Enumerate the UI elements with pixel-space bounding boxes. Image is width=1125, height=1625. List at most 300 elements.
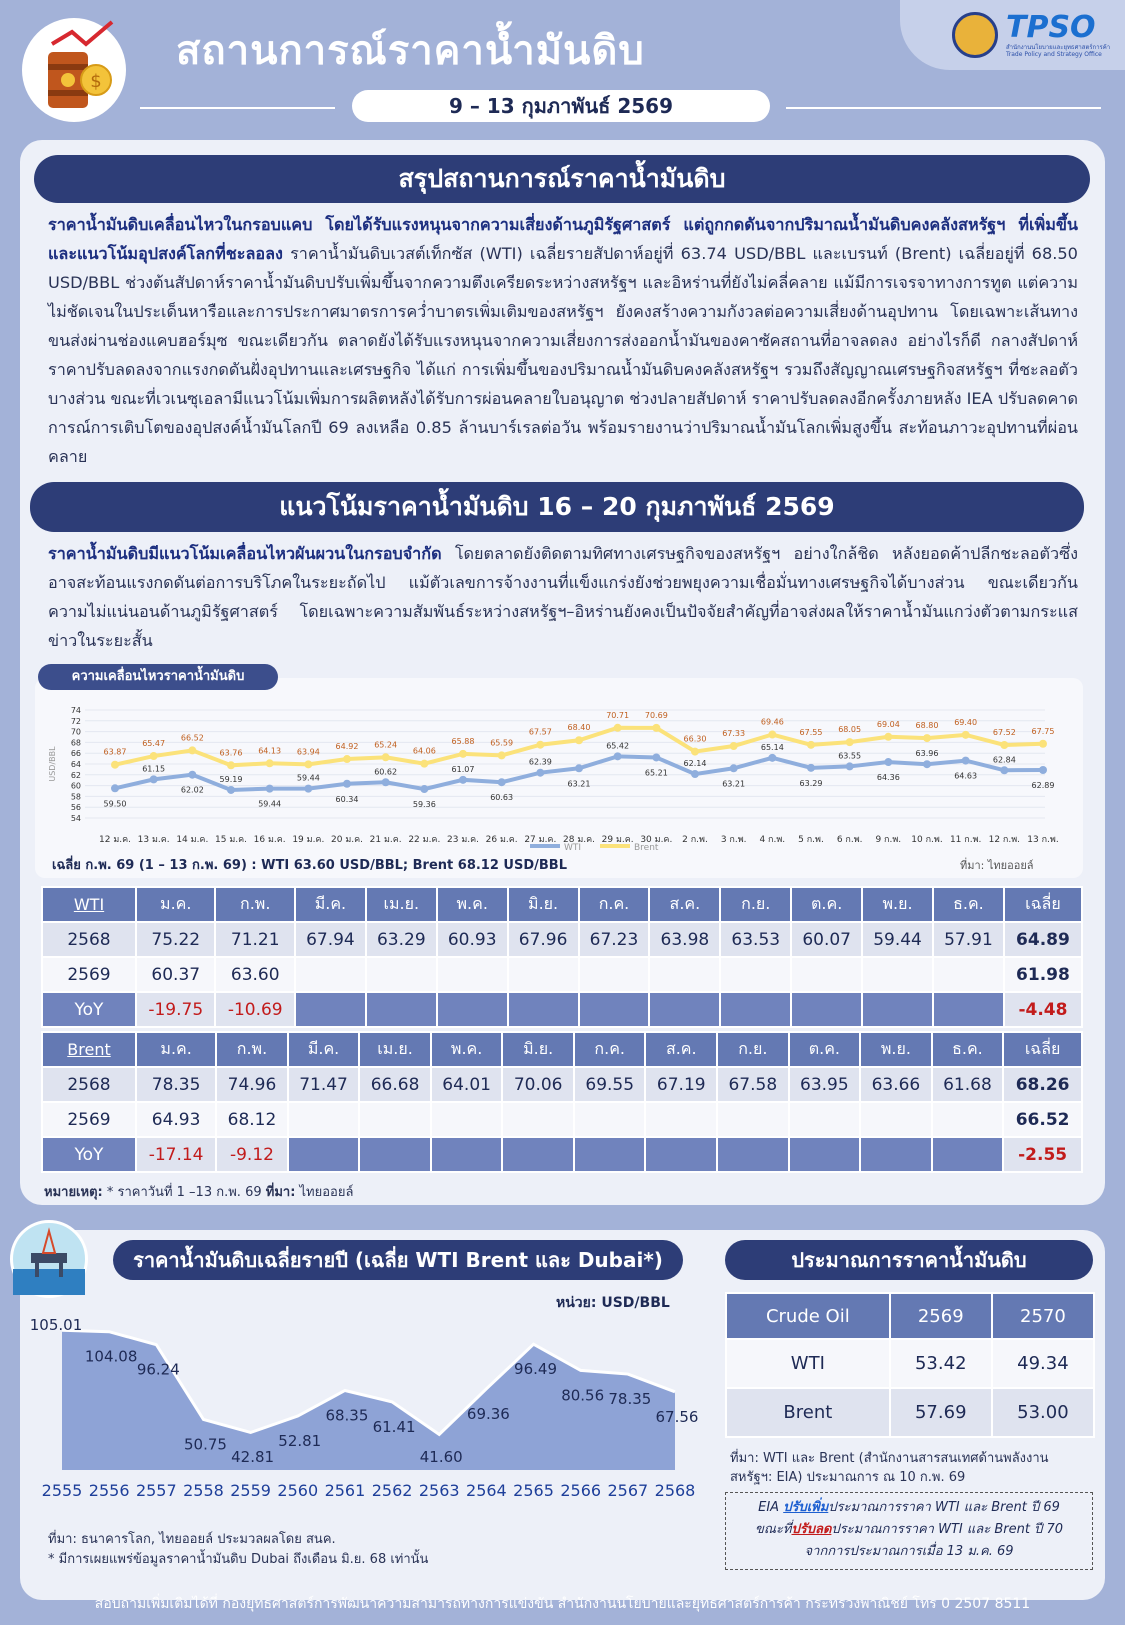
annual-value-label: 78.35	[608, 1390, 652, 1409]
brent-yoy-row	[42, 1137, 1082, 1172]
brent-yoy-cell	[932, 1137, 1004, 1172]
table-note-label: หมายเหตุ:	[44, 1185, 103, 1200]
wti-value-cell	[791, 957, 862, 992]
data-label-brent: 67.75	[1031, 726, 1055, 736]
y-tick-label: 56	[70, 803, 81, 813]
wti-month-header: มี.ค.	[295, 887, 366, 922]
brent-yoy-cell: -2.55	[1003, 1137, 1082, 1172]
wti-value-cell	[933, 957, 1004, 992]
wti-value-cell: 75.22	[136, 922, 215, 957]
brent-yoy-label: YoY	[42, 1137, 136, 1172]
annual-note: * มีการเผยแพร่ข้อมูลราคาน้ำมันดิบ Dubai ถึงเดือน มิ.ย. 68 เท่านั้น	[48, 1552, 429, 1567]
wti-yoy-cell: -19.75	[136, 992, 215, 1027]
brent-row	[42, 1102, 1082, 1137]
legend-label-wti: WTI	[564, 843, 582, 852]
annual-source: ที่มา: ธนาคารโลก, ไทยออยล์ ประมวลผลโดย สนค.	[48, 1532, 336, 1547]
brent-yoy-cell: -9.12	[216, 1137, 288, 1172]
data-label-brent: 67.57	[528, 727, 552, 737]
data-label-wti: 60.62	[374, 767, 398, 777]
data-point-wti	[111, 784, 119, 792]
annual-unit: หน่วย: USD/BBL	[556, 1295, 670, 1311]
data-label-wti: 64.36	[876, 773, 900, 783]
wti-yoy-cell: -10.69	[215, 992, 294, 1027]
brent-year-cell: 2568	[42, 1067, 136, 1102]
data-point-brent	[420, 760, 428, 768]
brent-value-cell: 78.35	[136, 1067, 216, 1102]
data-point-brent	[266, 759, 274, 767]
wti-value-cell: 67.23	[579, 922, 650, 957]
annual-value-label: 42.81	[231, 1448, 275, 1466]
data-point-wti	[652, 753, 660, 761]
data-point-wti	[343, 780, 351, 788]
data-label-brent: 68.40	[567, 723, 591, 733]
wti-month-header: พ.ย.	[862, 887, 933, 922]
daily-price-chart	[35, 692, 1083, 852]
data-point-wti	[768, 754, 776, 762]
data-point-brent	[923, 734, 931, 742]
annual-value-label: 67.56	[655, 1407, 698, 1426]
brent-header-row	[42, 1032, 1082, 1067]
wti-month-header: ส.ค.	[649, 887, 720, 922]
data-point-brent	[498, 751, 506, 759]
table-source-label: ที่มา:	[265, 1185, 296, 1200]
header-rule-left	[140, 107, 335, 109]
wti-value-cell	[579, 957, 650, 992]
x-tick-label: 22 ม.ค.	[408, 835, 441, 845]
data-label-wti: 64.63	[954, 771, 978, 781]
wti-yoy-cell	[579, 992, 650, 1027]
x-tick-label: 30 ม.ค.	[640, 835, 673, 845]
wti-value-cell: 63.98	[649, 922, 720, 957]
x-tick-label: 21 ม.ค.	[369, 835, 402, 845]
data-label-wti: 59.44	[258, 799, 282, 809]
data-label-wti: 65.21	[644, 768, 668, 778]
annual-value-label: 50.75	[183, 1435, 227, 1454]
wti-month-header: เม.ย.	[366, 887, 437, 922]
trend-paragraph	[48, 539, 1078, 657]
brent-value-cell: 74.96	[216, 1067, 288, 1102]
data-label-brent: 66.52	[180, 733, 204, 743]
data-label-brent: 66.30	[683, 734, 707, 744]
data-label-wti: 65.14	[760, 742, 784, 752]
data-label-brent: 69.40	[954, 717, 978, 727]
x-tick-label: 12 ม.ค.	[99, 835, 131, 845]
data-label-wti: 62.14	[683, 759, 707, 769]
brent-value-cell	[717, 1102, 789, 1137]
summary-heading: สรุปสถานการณ์ราคาน้ำมันดิบ	[34, 155, 1090, 203]
data-point-brent	[536, 741, 544, 749]
data-point-wti	[382, 778, 390, 786]
table-note-text: * ราคาวันที่ 1 –13 ก.พ. 69	[102, 1185, 266, 1200]
data-point-brent	[730, 742, 738, 750]
forecast-up-label: ปรับเพิ่ม	[783, 1500, 829, 1515]
y-tick-label: 74	[70, 706, 81, 715]
data-label-brent: 67.52	[992, 727, 1016, 737]
wti-month-header: ธ.ค.	[933, 887, 1004, 922]
annual-year-label: 2564	[466, 1481, 507, 1500]
annual-year-label: 2566	[560, 1481, 602, 1500]
data-point-brent	[1039, 740, 1047, 748]
forecast-header-cell: 2570	[992, 1293, 1094, 1339]
forecast-note-line2: ขณะที่ปรับลดประมาณการราคา WTI และ Brent ปี 70	[755, 1522, 1063, 1537]
annual-value-label: 96.49	[514, 1360, 558, 1379]
wti-value-cell	[437, 957, 508, 992]
x-tick-label: 15 ม.ค.	[215, 835, 247, 845]
y-tick-label: 64	[70, 760, 81, 769]
annual-value-label: 80.56	[561, 1386, 605, 1405]
brent-value-cell: 64.93	[136, 1102, 216, 1137]
wti-yoy-cell	[437, 992, 508, 1027]
brent-value-cell: 63.66	[860, 1067, 932, 1102]
data-label-wti: 62.89	[1031, 780, 1055, 790]
annual-year-label: 2568	[654, 1481, 696, 1500]
data-point-wti	[1039, 766, 1047, 774]
x-tick-label: 19 ม.ค.	[292, 835, 325, 845]
data-point-wti	[304, 785, 312, 793]
annual-value-label: 96.24	[136, 1360, 180, 1379]
wti-value-cell: 63.60	[215, 957, 294, 992]
forecast-header-cell: Crude Oil	[726, 1293, 890, 1339]
brent-value-cell: 70.06	[502, 1067, 574, 1102]
data-label-brent: 67.33	[722, 729, 746, 739]
data-point-wti	[459, 776, 467, 784]
brent-value-cell	[932, 1102, 1004, 1137]
data-label-brent: 69.04	[876, 719, 900, 729]
data-label-brent: 65.24	[374, 740, 398, 750]
annual-value-label: 41.60	[419, 1448, 463, 1466]
data-point-wti	[691, 770, 699, 778]
wti-value-cell: 64.89	[1004, 922, 1082, 957]
brent-value-cell: 63.95	[789, 1067, 861, 1102]
annual-value-label: 68.35	[325, 1406, 369, 1425]
data-label-wti: 59.44	[296, 773, 320, 783]
data-label-brent: 68.05	[838, 725, 862, 735]
brent-value-cell: 66.52	[1003, 1102, 1082, 1137]
wti-value-cell	[508, 957, 579, 992]
x-tick-label: 27 ม.ค.	[524, 835, 557, 845]
brent-month-header: ต.ค.	[789, 1032, 861, 1067]
x-tick-label: 20 ม.ค.	[331, 835, 363, 845]
forecast-note-box	[725, 1492, 1093, 1570]
brent-value-cell	[860, 1102, 932, 1137]
summary-paragraph	[48, 210, 1078, 474]
annual-value-label: 61.41	[372, 1417, 416, 1436]
forecast-row	[726, 1339, 1094, 1388]
brent-month-header: ม.ค.	[136, 1032, 216, 1067]
daily-avg-note: เฉลี่ย ก.พ. 69 (1 – 13 ก.พ. 69) : WTI 63.60 USD/BBL; Brent 68.12 USD/BBL	[52, 858, 567, 873]
data-point-brent	[227, 761, 235, 769]
wti-month-header: พ.ค.	[437, 887, 508, 922]
data-label-wti: 65.42	[606, 741, 630, 751]
summary-lead: ราคาน้ำมันดิบเคลื่อนไหวในกรอบแคบ โดยได้รับแรงหนุนจากความเสี่ยงด้านภูมิรัฐศาสตร์ แต่ถูกกดดันจากปริมาณน้ำมันดิบคงคลังสหรัฐฯ ที่เพิ่มขึ้นและแนวโน้มอุปสงค์โลกที่ชะลอลง	[48, 215, 1078, 263]
data-point-brent	[575, 736, 583, 744]
data-point-wti	[575, 764, 583, 772]
forecast-header-row	[726, 1293, 1094, 1339]
brent-yoy-cell	[717, 1137, 789, 1172]
brent-yoy-cell	[645, 1137, 717, 1172]
y-tick-label: 54	[70, 814, 81, 823]
brent-month-header: พ.ย.	[860, 1032, 932, 1067]
brent-value-cell: 68.26	[1003, 1067, 1082, 1102]
data-label-wti: 62.02	[180, 785, 204, 795]
wti-yoy-cell	[366, 992, 437, 1027]
data-point-brent	[111, 761, 119, 769]
ministry-seal-icon	[952, 12, 998, 58]
data-point-brent	[884, 733, 892, 741]
y-tick-label: 70	[70, 727, 81, 737]
page-title: สถานการณ์ราคาน้ำมันดิบ	[176, 28, 645, 74]
data-point-brent	[459, 750, 467, 758]
x-tick-label: 12 ก.พ.	[988, 835, 1021, 845]
wti-value-cell	[720, 957, 791, 992]
brent-yoy-cell: -17.14	[136, 1137, 216, 1172]
wti-value-cell: 63.29	[366, 922, 437, 957]
annual-year-label: 2558	[183, 1481, 224, 1500]
data-label-wti: 63.29	[799, 778, 823, 788]
brent-yoy-cell	[789, 1137, 861, 1172]
brent-yoy-cell	[431, 1137, 503, 1172]
y-tick-label: 60	[70, 781, 81, 791]
data-point-wti	[1000, 766, 1008, 774]
data-point-brent	[1000, 741, 1008, 749]
data-label-wti: 61.15	[142, 764, 166, 774]
daily-source: ที่มา: ไทยออยล์	[960, 859, 1034, 872]
trend-lead: ราคาน้ำมันดิบมีแนวโน้มเคลื่อนไหวผันผวนในกรอบจำกัด	[48, 544, 442, 563]
date-range: 9 – 13 กุมภาพันธ์ 2569	[352, 90, 770, 122]
annual-year-label: 2562	[371, 1481, 413, 1500]
y-tick-label: 58	[70, 792, 81, 802]
wti-month-header: มิ.ย.	[508, 887, 579, 922]
data-point-wti	[188, 771, 196, 779]
wti-yoy-cell	[295, 992, 366, 1027]
data-point-wti	[846, 762, 854, 770]
x-tick-label: 13 ก.พ.	[1027, 835, 1059, 845]
data-point-brent	[382, 753, 390, 761]
data-point-wti	[807, 764, 815, 772]
data-point-brent	[691, 748, 699, 756]
y-tick-label: 68	[70, 738, 81, 748]
brent-value-cell: 66.68	[359, 1067, 431, 1102]
footer-contact: สอบถามเพิ่มเติมได้ที่ กองยุทธศาสตร์การพัฒนาความสามารถทางการแข่งขัน สำนักงานนโยบายและยุทธศาสตร์การค้า กระทรวงพาณิชย์ โทร 0 2507 8511	[94, 1596, 1031, 1612]
y-tick-label: 62	[70, 770, 81, 780]
forecast-cell: 53.00	[992, 1388, 1094, 1437]
data-point-wti	[150, 775, 158, 783]
data-label-wti: 63.96	[915, 749, 939, 759]
brent-month-header: เม.ย.	[359, 1032, 431, 1067]
annual-year-label: 2560	[277, 1481, 319, 1500]
wti-yoy-cell	[933, 992, 1004, 1027]
wti-label: WTI	[73, 895, 105, 914]
forecast-table	[725, 1292, 1095, 1438]
brent-table	[41, 1031, 1083, 1173]
brent-value-cell: 67.58	[717, 1067, 789, 1102]
data-point-brent	[150, 752, 158, 760]
data-point-brent	[188, 746, 196, 754]
wti-value-cell	[366, 957, 437, 992]
legend-label-brent: Brent	[634, 843, 659, 852]
wti-month-header: ก.พ.	[215, 887, 294, 922]
data-label-brent: 68.80	[915, 721, 939, 731]
wti-value-cell: 71.21	[215, 922, 294, 957]
wti-month-header: ม.ค.	[136, 887, 215, 922]
brent-yoy-cell	[860, 1137, 932, 1172]
daily-chart-label: ความเคลื่อนไหวราคาน้ำมันดิบ	[38, 664, 278, 690]
trend-body: โดยตลาดยังติดตามทิศทางเศรษฐกิจของสหรัฐฯ อย่างใกล้ชิด หลังยอดค้าปลีกชะลอตัวซึ่งอาจสะท้อนแรงกดดันต่อการบริโภคในระยะถัดไป แม้ตัวเลขการจ้างงานที่แข็งแกร่งยังช่วยพยุงความเชื่อมั่นทางเศรษฐกิจได้บางส่วน ขณะเดียวกัน ความไม่แน่นอนด้านภูมิรัฐศาสตร์ โดยเฉพาะความสัมพันธ์ระหว่างสหรัฐฯ–อิหร่านยังคงเป็นปัจจัยสำคัญที่อาจส่งผลให้ราคาน้ำมันแกว่งตัวตามกระแสข่าวในระยะสั้น	[48, 544, 1078, 650]
wti-yoy-row	[42, 992, 1082, 1027]
annual-year-label: 2559	[230, 1481, 271, 1500]
data-point-wti	[498, 778, 506, 786]
brent-value-cell	[789, 1102, 861, 1137]
trend-heading: แนวโน้มราคาน้ำมันดิบ 16 – 20 กุมภาพันธ์ 2569	[30, 482, 1084, 532]
annual-year-label: 2561	[324, 1481, 366, 1500]
data-point-wti	[266, 785, 274, 793]
wti-year-cell: 2569	[42, 957, 136, 992]
data-point-wti	[536, 769, 544, 777]
brent-month-header: ก.ค.	[574, 1032, 646, 1067]
wti-yoy-label: YoY	[42, 992, 136, 1027]
data-label-wti: 61.07	[451, 764, 475, 774]
wti-value-cell: 60.37	[136, 957, 215, 992]
data-label-brent: 69.46	[760, 717, 784, 727]
brent-value-cell	[431, 1102, 503, 1137]
data-point-wti	[730, 764, 738, 772]
brent-yoy-cell	[574, 1137, 646, 1172]
data-point-brent	[807, 741, 815, 749]
data-label-brent: 64.13	[258, 746, 282, 756]
wti-yoy-cell	[720, 992, 791, 1027]
wti-value-cell: 61.98	[1004, 957, 1082, 992]
y-tick-label: 66	[70, 749, 81, 759]
forecast-note-line3: จากการประมาณการเมื่อ 13 ม.ค. 69	[804, 1544, 1014, 1559]
data-point-wti	[614, 752, 622, 760]
brent-header-cell	[42, 1032, 136, 1067]
data-label-brent: 67.55	[799, 727, 823, 737]
wti-yoy-cell	[649, 992, 720, 1027]
wti-value-cell	[862, 957, 933, 992]
data-point-wti	[227, 786, 235, 794]
brent-month-header: มี.ค.	[288, 1032, 360, 1067]
wti-value-cell	[649, 957, 720, 992]
x-tick-label: 28 ม.ค.	[563, 835, 595, 845]
brent-month-header: ธ.ค.	[932, 1032, 1004, 1067]
brent-value-cell: 67.19	[645, 1067, 717, 1102]
wti-month-header: ต.ค.	[791, 887, 862, 922]
data-label-brent: 65.88	[451, 736, 475, 746]
annual-value-label: 104.08	[84, 1347, 138, 1366]
annual-year-label: 2563	[418, 1481, 460, 1500]
data-label-wti: 60.63	[490, 793, 514, 803]
data-point-brent	[768, 731, 776, 739]
data-point-wti	[962, 757, 970, 765]
forecast-cell: 57.69	[890, 1388, 992, 1437]
x-tick-label: 3 ก.พ.	[720, 835, 747, 845]
wti-yoy-cell	[508, 992, 579, 1027]
data-point-wti	[884, 758, 892, 766]
annual-price-chart	[28, 1312, 698, 1500]
data-label-brent: 63.87	[103, 747, 127, 757]
wti-month-header: ก.ค.	[579, 887, 650, 922]
data-label-brent: 65.47	[142, 739, 166, 749]
data-label-brent: 65.59	[490, 738, 514, 748]
wti-value-cell: 60.07	[791, 922, 862, 957]
x-tick-label: 29 ม.ค.	[601, 835, 634, 845]
wti-yoy-cell	[862, 992, 933, 1027]
x-tick-label: 4 ก.พ.	[759, 835, 786, 845]
brent-month-header: พ.ค.	[431, 1032, 503, 1067]
brent-year-cell: 2569	[42, 1102, 136, 1137]
brent-yoy-cell	[288, 1137, 360, 1172]
brent-value-cell: 61.68	[932, 1067, 1004, 1102]
annual-value-label: 52.81	[278, 1432, 322, 1451]
brent-value-cell: 69.55	[574, 1067, 646, 1102]
brent-row	[42, 1067, 1082, 1102]
data-label-brent: 70.71	[606, 710, 630, 720]
y-tick-label: 72	[70, 716, 81, 726]
brent-month-header: ส.ค.	[645, 1032, 717, 1067]
annual-year-label: 2557	[135, 1481, 177, 1500]
header-rule-right	[786, 107, 1101, 109]
brent-value-cell: 68.12	[216, 1102, 288, 1137]
wti-value-cell: 60.93	[437, 922, 508, 957]
data-point-brent	[962, 731, 970, 739]
brent-value-cell	[288, 1102, 360, 1137]
data-label-brent: 63.94	[296, 747, 320, 757]
wti-month-header: ก.ย.	[720, 887, 791, 922]
forecast-down-label: ปรับลด	[791, 1522, 832, 1537]
data-label-wti: 59.50	[103, 799, 127, 809]
data-point-brent	[614, 724, 622, 732]
brent-month-header: มิ.ย.	[502, 1032, 574, 1067]
data-point-brent	[652, 724, 660, 732]
brent-month-header: ก.ย.	[717, 1032, 789, 1067]
forecast-note-line1: EIA ปรับเพิ่มประมาณการราคา WTI และ Brent ปี 69	[758, 1500, 1060, 1515]
x-tick-label: 26 ม.ค.	[485, 835, 518, 845]
summary-body: ราคาน้ำมันดิบเวสต์เท็กซัส (WTI) เฉลี่ยรายสัปดาห์อยู่ที่ 63.74 USD/BBL และเบรนท์ (Brent) เฉลี่ยอยู่ที่ 68.50 USD/BBL ช่วงต้นสัปดาห์ราคาน้ำมันดิบปรับเพิ่มขึ้นจากความตึงเครียดระหว่างสหรัฐฯ และอิหร่านที่ยังไม่คลี่คลาย แม้มีการเจรจาทางการทูต แต่ความไม่ชัดเจนในประเด็นหารือและการประกาศมาตรการคว่ำบาตรเพิ่มเติมของสหรัฐฯ ยังคงสร้างความกังวลต่อความเสี่ยงด้านอุปทาน โดยเฉพาะเส้นทางขนส่งผ่านช่องแคบฮอร์มุซ ขณะเดียวกัน ตลาดยังได้รับแรงหนุนจากความเสี่ยงการส่งออกน้ำมันของคาซัคสถานที่อาจลดลง อย่างไรก็ดี กลางสัปดาห์ราคาปรับลดลงจากแรงกดดันฝั่งอุปทานและเศรษฐกิจ ได้แก่ การเพิ่มขึ้นของปริมาณน้ำมันดิบคงคลังสหรัฐฯ รวมถึงสัญญาณเศรษฐกิจสหรัฐฯ ที่ชะลอตัวบางส่วน ขณะที่เวเนซุเอลามีแนวโน้มเพิ่มการผลิตหลังได้รับการผ่อนคลายใบอนุญาต ช่วงปลายสัปดาห์ ราคาปรับลดลงอีกครั้งภายหลัง IEA ปรับลดคาดการณ์การเติบโตของอุปสงค์น้ำมันโลกปี 69 ลงเหลือ 0.85 ล้านบาร์เรลต่อวัน พร้อมรายงานว่าปริมาณน้ำมันโลกเพิ่มสูงขึ้น สะท้อนภาวะอุปทานที่ผ่อนคลาย	[48, 244, 1078, 466]
forecast-header-cell: 2569	[890, 1293, 992, 1339]
brent-yoy-cell	[359, 1137, 431, 1172]
wti-value-cell: 59.44	[862, 922, 933, 957]
forecast-cell: WTI	[726, 1339, 890, 1388]
data-label-wti: 62.84	[992, 755, 1016, 765]
x-tick-label: 10 ก.พ.	[911, 835, 943, 845]
data-point-brent	[304, 760, 312, 768]
data-label-wti: 63.21	[722, 779, 746, 789]
svg-text:$: $	[90, 71, 102, 92]
annual-year-label: 2565	[513, 1481, 554, 1500]
brent-value-cell: 71.47	[288, 1067, 360, 1102]
x-tick-label: 9 ก.พ.	[875, 835, 902, 845]
brent-month-header: ก.พ.	[216, 1032, 288, 1067]
annual-chart-title-text: ราคาน้ำมันดิบเฉลี่ยรายปี (เฉลี่ย WTI Brent และ Dubai*)	[133, 1248, 663, 1272]
data-point-brent	[846, 738, 854, 746]
forecast-cell: 53.42	[890, 1339, 992, 1388]
data-label-brent: 64.06	[412, 746, 436, 756]
brent-value-cell: 64.01	[431, 1067, 503, 1102]
wti-value-cell: 67.96	[508, 922, 579, 957]
annual-value-label: 105.01	[29, 1316, 83, 1335]
data-point-brent	[343, 755, 351, 763]
x-tick-label: 6 ก.พ.	[836, 835, 863, 845]
header-oil-icon	[22, 18, 126, 122]
wti-value-cell: 57.91	[933, 922, 1004, 957]
wti-header-cell	[42, 887, 136, 922]
x-tick-label: 23 ม.ค.	[447, 835, 479, 845]
forecast-heading: ประมาณการราคาน้ำมันดิบ	[725, 1240, 1093, 1280]
data-label-wti: 59.36	[412, 800, 436, 810]
brent-value-cell	[502, 1102, 574, 1137]
data-label-wti: 63.55	[838, 751, 862, 761]
wti-yoy-cell: -4.48	[1004, 992, 1082, 1027]
